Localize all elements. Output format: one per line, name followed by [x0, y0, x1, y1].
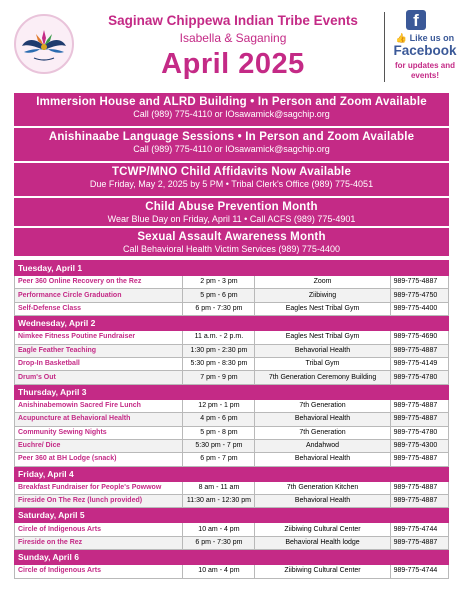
- event-name: Performance Circle Graduation: [15, 289, 183, 302]
- event-row: [15, 344, 449, 357]
- event-time: 6 pm - 7:30 pm: [183, 536, 255, 549]
- event-name: Nimkee Fitness Poutine Fundraiser: [15, 331, 183, 344]
- event-location: Zoom: [255, 276, 390, 289]
- announcement-banner: [14, 163, 449, 196]
- announcement-banner: [14, 93, 449, 126]
- event-name: Acupuncture at Behavioral Health: [15, 413, 183, 426]
- event-location: Behavioral Health: [255, 495, 390, 508]
- event-row: [15, 331, 449, 344]
- event-name: Drop-In Basketball: [15, 357, 183, 370]
- event-name: Community Sewing Nights: [15, 426, 183, 439]
- event-location: Eagles Nest Tribal Gym: [255, 302, 390, 315]
- event-location: Behavioral Health: [255, 453, 390, 466]
- event-location: Eagles Nest Tribal Gym: [255, 331, 390, 344]
- day-label: Thursday, April 3: [15, 384, 449, 399]
- thumbs-up-icon: 👍: [395, 33, 410, 43]
- tribe-logo: [14, 14, 74, 74]
- day-label: Saturday, April 5: [15, 508, 449, 523]
- event-name: Peer 360 Online Recovery on the Rez: [15, 276, 183, 289]
- event-name: Peer 360 at BH Lodge (snack): [15, 453, 183, 466]
- event-time: 6 pm - 7:30 pm: [183, 302, 255, 315]
- event-time: 1:30 pm - 2:30 pm: [183, 344, 255, 357]
- event-location: 7th Generation: [255, 399, 390, 412]
- day-header-row: [15, 550, 449, 565]
- event-row: [15, 357, 449, 370]
- day-header-row: [15, 384, 449, 399]
- announcement-banner: [14, 128, 449, 161]
- event-row: [15, 289, 449, 302]
- day-label: Tuesday, April 1: [15, 261, 449, 276]
- event-phone: 989-775-4744: [390, 523, 448, 536]
- event-row: [15, 426, 449, 439]
- event-name: Self-Defense Class: [15, 302, 183, 315]
- event-name: Fireside on the Rez: [15, 536, 183, 549]
- event-phone: 989-775-4887: [390, 276, 448, 289]
- event-name: Euchre/ Dice: [15, 439, 183, 452]
- event-phone: 989-775-4887: [390, 481, 448, 494]
- event-location: Ziibiwing: [255, 289, 390, 302]
- event-row: [15, 536, 449, 549]
- event-phone: 989-775-4690: [390, 331, 448, 344]
- banner-subtitle: Call (989) 775-4110 or IOsawamick@sagchip.org: [133, 144, 330, 154]
- event-row: [15, 481, 449, 494]
- day-header-row: [15, 508, 449, 523]
- banner-title: Immersion House and ALRD Building • In Person and Zoom Available: [36, 96, 427, 108]
- event-time: 8 am - 11 am: [183, 481, 255, 494]
- facebook-icon[interactable]: f: [406, 10, 426, 30]
- event-phone: 989-775-4744: [390, 565, 448, 578]
- event-name: Eagle Feather Teaching: [15, 344, 183, 357]
- event-row: [15, 371, 449, 384]
- event-location: Ziibiwing Cultural Center: [255, 523, 390, 536]
- banner-title: Anishinaabe Language Sessions • In Person and Zoom Available: [48, 131, 415, 143]
- header-divider: [384, 12, 385, 82]
- banner-subtitle: Due Friday, May 2, 2025 by 5 PM • Tribal Clerk's Office (989) 775-4051: [89, 179, 374, 189]
- event-row: [15, 453, 449, 466]
- event-schedule-table: [14, 260, 449, 579]
- event-time: 2 pm - 3 pm: [183, 276, 255, 289]
- event-location: Ziibiwing Cultural Center: [255, 565, 390, 578]
- event-phone: 989-775-4887: [390, 399, 448, 412]
- event-row: [15, 565, 449, 578]
- banner-title: TCWP/MNO Child Affidavits Now Available: [111, 166, 352, 178]
- announcement-banner: [14, 228, 449, 256]
- event-row: [15, 413, 449, 426]
- event-phone: 989-775-4149: [390, 357, 448, 370]
- event-location: Behavorial Health: [255, 344, 390, 357]
- page-title: Saginaw Chippewa Indian Tribe Events: [108, 13, 358, 28]
- banner-title: Child Abuse Prevention Month: [145, 201, 318, 213]
- like-label: Like us on: [409, 33, 455, 43]
- banner-subtitle: Call Behavioral Health Victim Services (989) 775-4400: [123, 244, 340, 254]
- event-name: Breakfast Fundraiser for People's Powwow: [15, 481, 183, 494]
- event-phone: 989-775-4887: [390, 536, 448, 549]
- event-time: 5 pm - 8 pm: [183, 426, 255, 439]
- event-phone: 989-775-4300: [390, 439, 448, 452]
- day-label: Friday, April 4: [15, 466, 449, 481]
- event-phone: 989-775-4780: [390, 426, 448, 439]
- page-subtitle: Isabella & Saganing: [179, 31, 287, 45]
- event-row: [15, 276, 449, 289]
- event-time: 11:30 am - 12:30 pm: [183, 495, 255, 508]
- banner-title: Sexual Assault Awareness Month: [137, 231, 326, 243]
- event-name: Fireside On The Rez (lunch provided): [15, 495, 183, 508]
- day-header-row: [15, 316, 449, 331]
- event-row: [15, 302, 449, 315]
- event-phone: 989-775-4780: [390, 371, 448, 384]
- month-heading: April 2025: [161, 48, 305, 80]
- event-phone: 989-775-4887: [390, 453, 448, 466]
- event-phone: 989-775-4400: [390, 302, 448, 315]
- announcement-banner: [14, 198, 449, 226]
- event-time: 5:30 pm - 7 pm: [183, 439, 255, 452]
- event-name: Circle of Indigenous Arts: [15, 565, 183, 578]
- event-location: Andahwod: [255, 439, 390, 452]
- header: [0, 0, 463, 92]
- event-time: 4 pm - 6 pm: [183, 413, 255, 426]
- event-location: 7th Generation: [255, 426, 390, 439]
- event-time: 6 pm - 7 pm: [183, 453, 255, 466]
- day-header-row: [15, 261, 449, 276]
- event-time: 5 pm - 6 pm: [183, 289, 255, 302]
- event-time: 7 pm - 9 pm: [183, 371, 255, 384]
- event-name: Anishinabemowin Sacred Fire Lunch: [15, 399, 183, 412]
- banner-subtitle: Call (989) 775-4110 or IOsawamick@sagchip.org: [133, 109, 330, 119]
- event-phone: 989-775-4887: [390, 495, 448, 508]
- event-row: [15, 399, 449, 412]
- tribe-logo-graphic: [16, 16, 72, 72]
- event-row: [15, 523, 449, 536]
- event-phone: 989-775-4887: [390, 413, 448, 426]
- event-row: [15, 439, 449, 452]
- event-phone: 989-775-4887: [390, 344, 448, 357]
- event-location: 7th Generation Ceremony Building: [255, 371, 390, 384]
- event-location: Behavioral Health: [255, 413, 390, 426]
- event-time: 10 am - 4 pm: [183, 565, 255, 578]
- event-location: 7th Generation Kitchen: [255, 481, 390, 494]
- day-header-row: [15, 466, 449, 481]
- event-time: 5:30 pm - 8:30 pm: [183, 357, 255, 370]
- facebook-link[interactable]: Facebook: [393, 43, 457, 58]
- event-location: Tribal Gym: [255, 357, 390, 370]
- event-row: [15, 495, 449, 508]
- event-location: Behavioral Health lodge: [255, 536, 390, 549]
- facebook-updates-text: for updates and events!: [394, 61, 455, 80]
- banner-subtitle: Wear Blue Day on Friday, April 11 • Call ACFS (989) 775-4901: [107, 214, 356, 224]
- event-time: 10 am - 4 pm: [183, 523, 255, 536]
- event-time: 11 a.m. - 2 p.m.: [183, 331, 255, 344]
- event-time: 12 pm - 1 pm: [183, 399, 255, 412]
- day-label: Wednesday, April 2: [15, 316, 449, 331]
- day-label: Sunday, April 6: [15, 550, 449, 565]
- event-phone: 989-775-4750: [390, 289, 448, 302]
- event-name: Circle of Indigenous Arts: [15, 523, 183, 536]
- event-name: Drum's Out: [15, 371, 183, 384]
